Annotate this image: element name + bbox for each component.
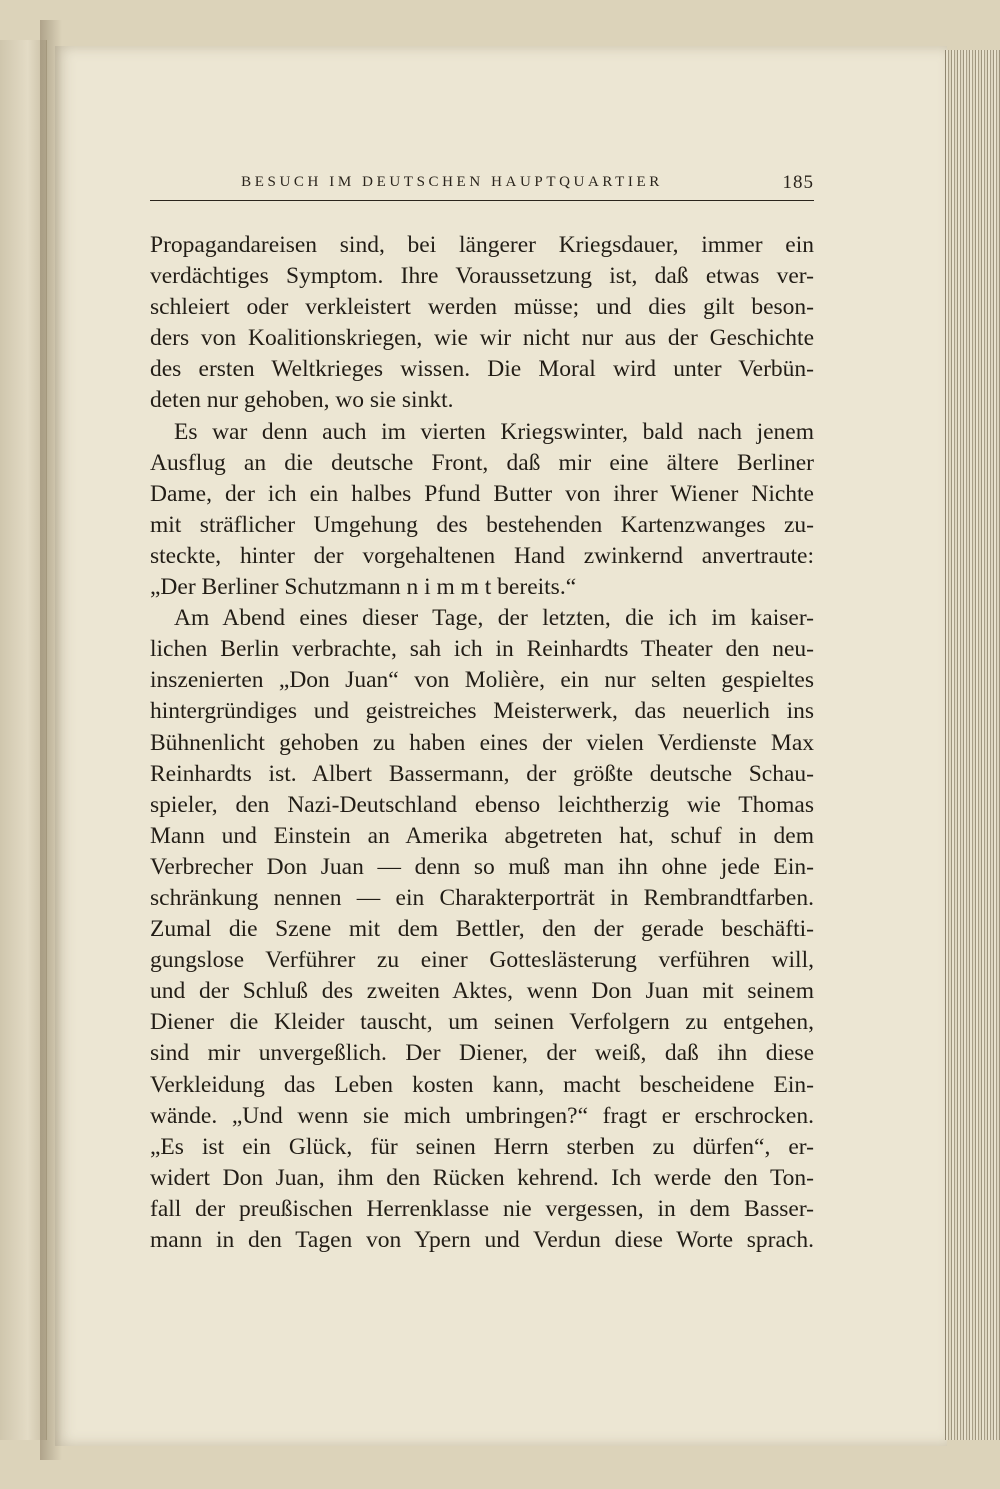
text-line: fall der preußischen Herrenklasse nie vergessen, in dem Basser- xyxy=(150,1195,814,1222)
text-line: sind mir unvergeßlich. Der Diener, der weiß, daß ihn diese xyxy=(150,1040,814,1067)
text-line: widert Don Juan, ihm den Rücken kehrend. Ich werde den Ton- xyxy=(150,1164,814,1191)
text-line: mann in den Tagen von Ypern und Verdun diese Worte sprach. xyxy=(150,1227,814,1253)
text-line: verdächtiges Symptom. Ihre Voraussetzung ist, daß etwas ver- xyxy=(150,263,814,290)
text-line: Zumal die Szene mit dem Bettler, den der gerade beschäfti- xyxy=(150,916,814,943)
text-line: Mann und Einstein an Amerika abgetreten hat, schuf in dem xyxy=(150,822,814,849)
binding-gutter xyxy=(40,20,62,1460)
header-rule xyxy=(150,200,814,201)
text-line: Dame, der ich ein halbes Pfund Butter von ihrer Wiener Nichte xyxy=(150,480,814,507)
text-line: schleiert oder verkleistert werden müsse; und dies gilt beson- xyxy=(150,294,814,321)
page-stack-edges xyxy=(945,50,1000,1440)
text-line: ders von Koalitionskriegen, wie wir nicht nur aus der Geschichte xyxy=(150,325,814,352)
text-line: Reinhardts ist. Albert Bassermann, der größte deutsche Schau- xyxy=(150,760,814,787)
text-line: spieler, den Nazi-Deutschland ebenso leichtherzig wie Thomas xyxy=(150,791,814,818)
text-line: Diener die Kleider tauscht, um seinen Verfolgern zu entgehen, xyxy=(150,1009,814,1036)
text-line: Verkleidung das Leben kosten kann, macht bescheidene Ein- xyxy=(150,1071,814,1098)
text-line: inszenierten „Don Juan“ von Molière, ein nur selten gespieltes xyxy=(150,667,814,694)
text-line: und der Schluß des zweiten Aktes, wenn Don Juan mit seinem xyxy=(150,978,814,1005)
body-text xyxy=(150,230,814,1256)
text-line: mit sträflicher Umgehung des bestehenden Kartenzwanges zu- xyxy=(150,511,814,538)
text-line: des ersten Weltkrieges wissen. Die Moral wird unter Verbün- xyxy=(150,356,814,383)
text-line: steckte, hinter der vorgehaltenen Hand zwinkernd anvertraute: xyxy=(150,542,814,569)
running-head-title: BESUCH IM DEUTSCHEN HAUPTQUARTIER xyxy=(241,174,663,190)
text-line: Am Abend eines dieser Tage, der letzten, die ich im kaiser- xyxy=(174,605,814,632)
text-line: „Es ist ein Glück, für seinen Herrn sterben zu dürfen“, er- xyxy=(150,1133,814,1160)
text-line: Es war denn auch im vierten Kriegswinter, bald nach jenem xyxy=(174,418,814,445)
text-line: „Der Berliner Schutzmann n i m m t bereits.“ xyxy=(150,574,577,601)
text-line: Ausflug an die deutsche Front, daß mir eine ältere Berliner xyxy=(150,449,814,476)
text-line: Propagandareisen sind, bei längerer Kriegsdauer, immer ein xyxy=(150,232,814,258)
page-number: 185 xyxy=(782,172,814,193)
text-line: schränkung nennen — ein Charakterporträt in Rembrandtfarben. xyxy=(150,884,814,911)
text-line: Verbrecher Don Juan — denn so muß man ihn ohne jede Ein- xyxy=(150,853,814,880)
text-line: wände. „Und wenn sie mich umbringen?“ fragt er erschrocken. xyxy=(150,1102,814,1129)
text-line: Bühnenlicht gehoben zu haben eines der vielen Verdienste Max xyxy=(150,729,814,756)
text-line: lichen Berlin verbrachte, sah ich in Reinhardts Theater den neu- xyxy=(150,636,814,663)
text-line: gungslose Verführer zu einer Gotteslästerung verführen will, xyxy=(150,947,814,974)
text-line: hintergründiges und geistreiches Meisterwerk, das neuerlich ins xyxy=(150,698,814,725)
text-line: deten nur gehoben, wo sie sinkt. xyxy=(150,387,454,414)
